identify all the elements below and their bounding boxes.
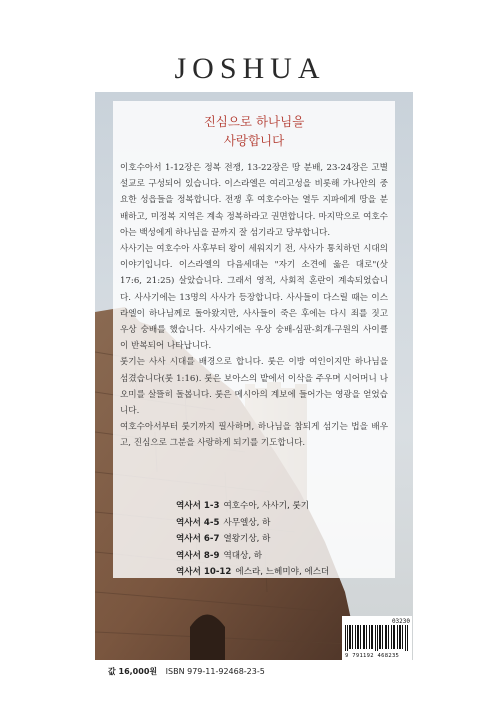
paragraph-prayer: 여호수아서부터 룻기까지 필사하며, 하나님을 참되게 섬기는 법을 배우고, 진심으로 그분을 사랑하게 되기를 기도합니다. (120, 422, 388, 449)
price-isbn (108, 666, 265, 677)
book-range: 역사서 10-12 (176, 567, 232, 577)
book-range: 역사서 1-3 (176, 501, 220, 511)
paragraph-joshua: 이호수아서 1-12장은 정복 전쟁, 13-22장은 땅 분배, 23-24장은 고별 설교로 구성되어 있습니다. 이스라엘은 여리고성을 비롯해 가나안의 중요한 성읍들을 정복합니다. 전쟁 후 여호수아는 열두 지파에게 땅을 분배하고, 미정복 지역은 계속 정복하라고 권면합니다. 마지막으로 여호수아는 백성에게 하나님을 끝까지 잘 섬기라고 당부합니다. (120, 163, 388, 238)
barcode (342, 616, 412, 660)
series-list (176, 498, 386, 581)
book-titles: 여호수아, 사사기, 룻기 (223, 501, 310, 511)
book-titles: 사무엘상, 하 (223, 517, 271, 528)
book-range: 역사서 4-5 (176, 517, 220, 528)
list-item (176, 515, 386, 532)
paragraph-ruth: 룻기는 사사 시대를 배경으로 합니다. 룻은 이방 여인이지만 하나님을 섬겼습니다(룻 1:16). 룻은 보아스의 밭에서 이삭을 주우며 시어머니 나오미를 살뜰히 돌봅니다. 룻은 메시아의 계보에 들어가는 영광을 얻었습니다. (120, 357, 388, 417)
headline-line-1: 진심으로 하나님을 (203, 114, 305, 129)
list-item (176, 531, 386, 548)
isbn: ISBN 979-11-92468-23-5 (165, 667, 265, 676)
description (120, 160, 388, 452)
headline-line-2: 사랑합니다 (223, 133, 285, 148)
book-titles: 에스라, 느헤미야, 에스더 (235, 567, 330, 577)
barcode-digits: 9 791192 468235 (345, 653, 400, 659)
list-item (176, 564, 386, 581)
book-range: 역사서 6-7 (176, 534, 220, 544)
list-item (176, 548, 386, 565)
barcode-addon: 03230 (391, 618, 410, 625)
book-titles: 열왕기상, 하 (223, 534, 271, 544)
book-title: JOSHUA (174, 52, 326, 85)
paragraph-judges: 사사기는 여호수아 사후부터 왕이 세워지기 전, 사사가 통치하던 시대의 이야기입니다. 이스라엘의 다음세대는 "자기 소견에 옳은 대로"(삿 17:6, 21:25) 살았습니다. 그래서 영적, 사회적 혼란이 계속되었습니다. 사사기에는 13명의 사사가 등장합니다. 사사들이 다스릴 때는 이스라엘이 하나님께로 돌아왔지만, 사사들이 죽은 후에는 다시 죄를 짓고 우상 숭배를 했습니다. 사사기에는 우상 숭배-심판-회개-구원의 사이클이 반복되어 나타납니다. (120, 244, 388, 352)
price: 값 16,000원 (108, 667, 158, 676)
book-range: 역사서 8-9 (176, 550, 220, 561)
list-item (176, 498, 386, 515)
barcode-bars (345, 625, 409, 651)
book-titles: 역대상, 하 (223, 550, 263, 561)
